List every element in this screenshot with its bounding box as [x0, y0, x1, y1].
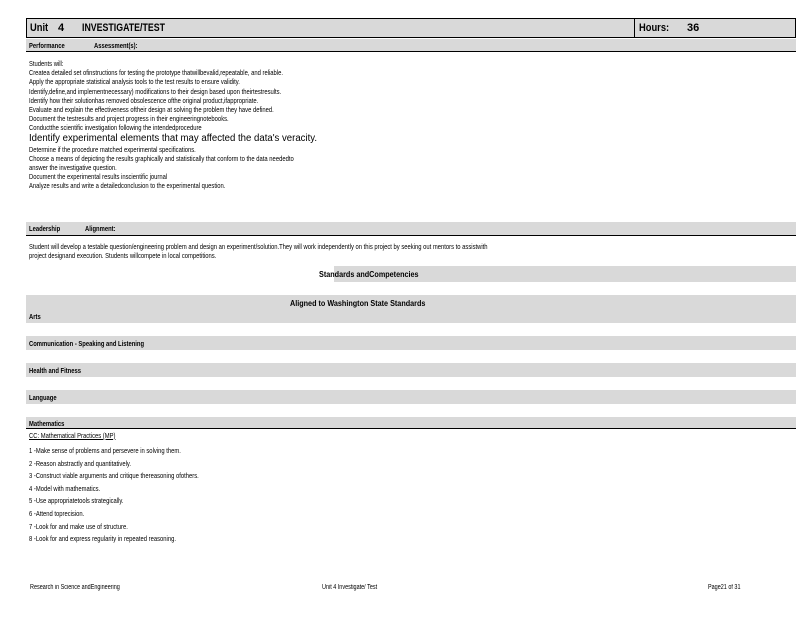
hours-label: Hours:: [639, 22, 670, 34]
performance-line: Identify how their solutionhas removed obsolescence ofthe original product,ifappropriate.: [29, 95, 259, 105]
leadership-label: Leadership: [29, 224, 61, 233]
footer-course: Research in Science andEngineering: [30, 584, 120, 591]
math-practice-item: 6 -Attend toprecision.: [29, 508, 85, 518]
math-practices-items: [29, 445, 247, 546]
performance-line: Createa detailed set ofinstructions for testing the prototype thatwillbevalid,repeatable, and reliable.: [29, 68, 283, 78]
performance-line: Evaluate and explain the effectiveness oftheir design at solving the problem they have defined.: [29, 104, 274, 114]
leadership-text: [29, 242, 617, 260]
mathematics-bar: [26, 417, 796, 429]
performance-line: Conductthe scientific investigation following the intendedprocedure: [29, 123, 202, 133]
health-bar: [26, 363, 796, 377]
math-practice-item: 4 -Model with mathematics.: [29, 483, 101, 493]
aligned-bar: [26, 295, 796, 323]
performance-line: Students will:: [29, 59, 64, 68]
header-divider: [634, 19, 635, 37]
mathematics-label: Mathematics: [29, 419, 65, 428]
hours-value: 36: [687, 22, 700, 34]
unit-label: Unit: [30, 22, 49, 34]
standards-bar: [319, 266, 796, 282]
performance-line: Document the experimental results inscientific journal: [29, 172, 168, 182]
performance-line: answer the investigative question.: [29, 162, 117, 172]
math-practice-item: 8 -Look for and express regularity in repeated reasoning.: [29, 534, 176, 544]
footer-unit: Unit 4 Investigate/ Test: [322, 584, 378, 591]
performance-line: Apply the appropriate statistical analysis tools to the test results to ensure validity.: [29, 77, 240, 87]
assessments-label: Assessment(s):: [94, 41, 138, 50]
unit-header: [26, 18, 796, 38]
math-practice-item: 7 -Look for and make use of structure.: [29, 521, 128, 531]
leadership-line: Student will develop a testable question/engineering problem and design an experiment/solution.They will work independently on this project by seeking out mentors to assistwith: [29, 242, 488, 251]
performance-line: Analyze results and write a detailedconclusion to the experimental question.: [29, 181, 226, 191]
performance-line: Determine if the procedure matched experimental specifications.: [29, 144, 196, 154]
performance-bar: [26, 39, 796, 52]
unit-number: 4: [58, 22, 65, 34]
performance-line: Document the testresults and project progress in their engineeringnotebooks.: [29, 114, 229, 124]
aligned-title: Aligned to Washington State Standards: [290, 298, 426, 308]
footer-page: Page21 of 31: [708, 584, 741, 591]
performance-line: Identify,define,and implementnecessary) modifications to their design based upon theirtestresults.: [29, 86, 282, 96]
math-practice-item: 2 -Reason abstractly and quantitatively.: [29, 458, 132, 468]
alignment-label: Alignment:: [85, 224, 116, 233]
math-practice-item: 3 -Construct viable arguments and critique thereasoning ofothers.: [29, 471, 199, 481]
standards-title: Standards andCompetencies: [319, 269, 419, 279]
performance-label: Performance: [29, 41, 65, 50]
leadership-bar: [26, 222, 796, 236]
unit-name: INVESTIGATE/TEST: [82, 22, 165, 34]
communication-bar: [26, 336, 796, 350]
language-label: Language: [29, 393, 57, 402]
math-practice-item: 5 -Use appropriatetools strategically.: [29, 496, 124, 506]
communication-label: Communication - Speaking and Listening: [29, 339, 145, 348]
math-practices-heading: CC: Mathematical Practices (MP): [29, 431, 116, 440]
performance-line: Choose a means of depicting the results graphically and statistically that conform to the data neededto: [29, 153, 294, 163]
arts-label: Arts: [29, 312, 41, 321]
performance-list: [29, 59, 368, 190]
language-bar: [26, 390, 796, 404]
math-practices-list: [29, 431, 140, 440]
performance-line: Identify experimental elements that may affected the data's veracity.: [29, 132, 318, 144]
health-label: Health and Fitness: [29, 366, 82, 375]
leadership-line: project designand execution. Students willcompete in local competitions.: [29, 251, 217, 261]
math-practice-item: 1 -Make sense of problems and persevere in solving them.: [29, 446, 181, 455]
